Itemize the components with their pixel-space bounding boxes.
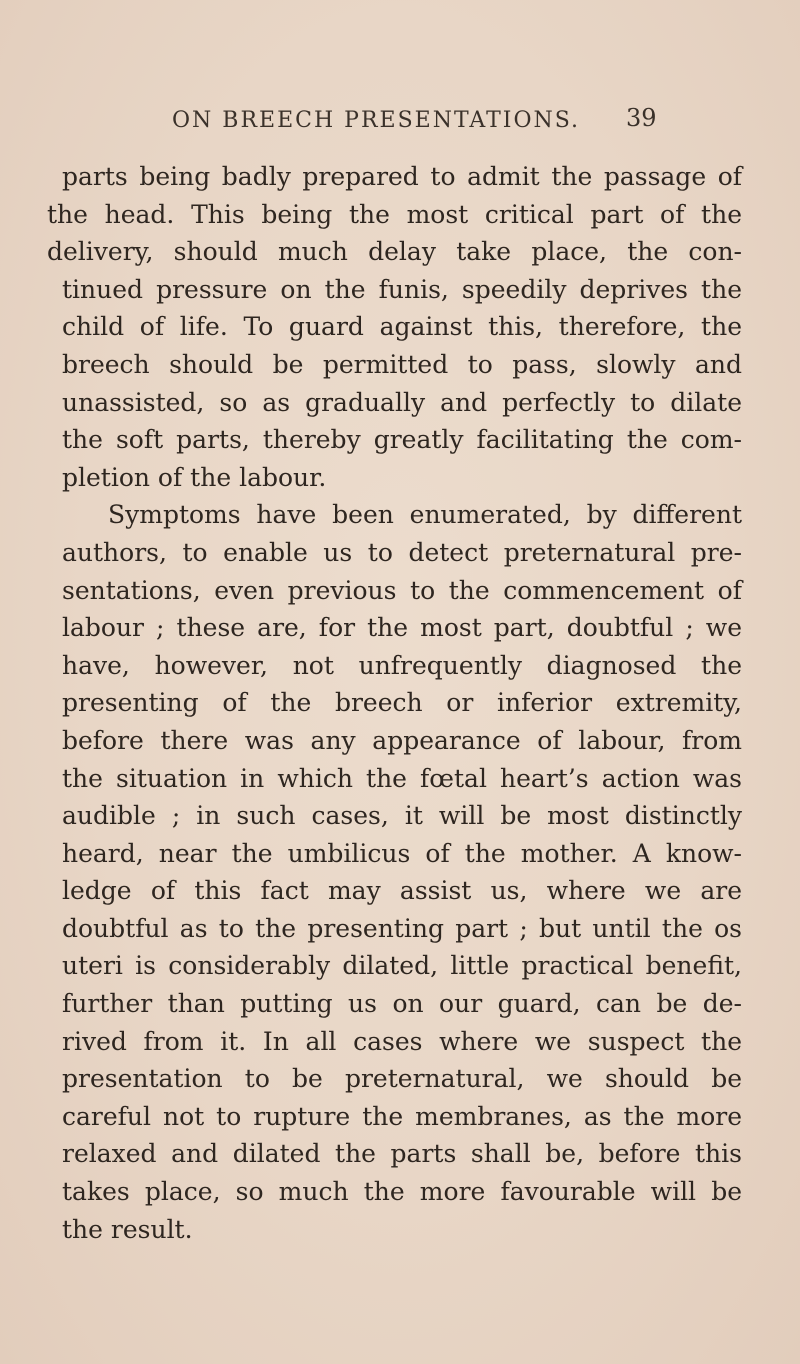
text-line: before there was any appearance of labour, from [62,725,742,755]
text-line: takes place, so much the more favourable will be [62,1177,742,1207]
text-line: further than putting us on our guard, can be de- [62,989,742,1019]
text-line: tinued pressure on the funis, speedily deprives the [62,274,742,304]
text-line: unassisted, so as gradually and perfectly to dilate [62,387,742,417]
text-line: the situation in which the fœtal heart’s action was [62,763,742,793]
text-line: presenting of the breech or inferior extremity, [62,688,742,718]
text-line: sentations, even previous to the commencement of [62,575,742,605]
text-line: pletion of the labour. [62,462,327,492]
text-line: uteri is considerably dilated, little practical benefit, [62,951,742,981]
text-line: have, however, not unfrequently diagnosed the [62,650,742,680]
text-line: audible ; in such cases, it will be most distinctly [62,801,742,831]
text-line: rived from it. In all cases where we suspect the [62,1026,742,1056]
text-line: labour ; these are, for the most part, doubtful ; we [62,613,742,643]
text-line: the soft parts, thereby greatly facilitating the com- [62,425,742,455]
text-line: the result. [62,1214,193,1244]
text-line: authors, to enable us to detect preternatural pre- [62,537,742,567]
text-line: parts being badly prepared to admit the passage of [62,162,742,191]
text-line: the head. This being the most critical part of the [47,199,742,229]
running-head: ON BREECH PRESENTATIONS. [172,108,581,133]
text-line: delivery, should much delay take place, the con- [47,237,742,267]
text-line: doubtful as to the presenting part ; but until the os [62,913,742,943]
page-number: 39 [626,104,657,132]
text-line: breech should be permitted to pass, slowly and [62,349,742,379]
text-line: presentation to be preternatural, we should be [62,1064,742,1094]
text-line: relaxed and dilated the parts shall be, before this [62,1139,742,1169]
paragraph-start-line: Symptoms have been enumerated, by different [108,500,742,530]
body-text [47,158,742,1248]
text-line: heard, near the umbilicus of the mother. A know- [62,838,742,868]
text-line: careful not to rupture the membranes, as the more [62,1101,742,1131]
text-line: child of life. To guard against this, therefore, the [62,312,742,342]
text-line: ledge of this fact may assist us, where we are [62,876,742,906]
